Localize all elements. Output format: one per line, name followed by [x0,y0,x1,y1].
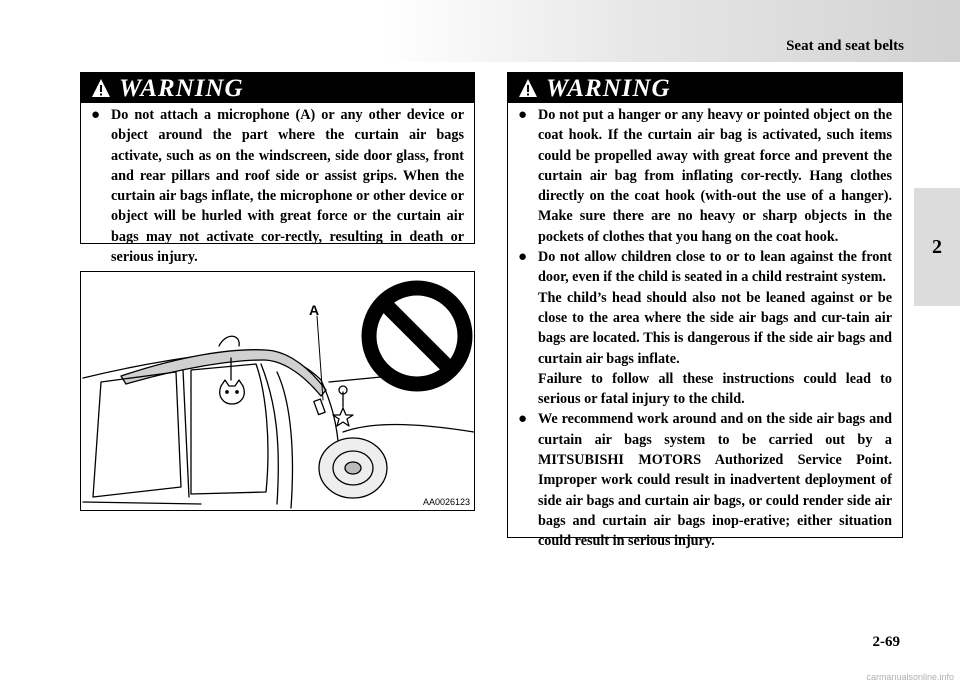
figure-id: AA0026123 [422,497,470,507]
warning-item [91,105,464,267]
watermark: carmanualsonline.info [866,672,954,682]
warning-title: WARNING [546,74,671,102]
rear-window [93,372,181,497]
warning-box-left [80,72,475,266]
warning-header [81,73,474,103]
bullet-icon: ● [518,107,528,123]
figure-label-a: A [309,302,320,318]
bullet-icon: ● [91,107,101,123]
warning-triangle-icon [91,78,111,98]
side-window [191,364,268,494]
prohibition-icon [369,288,465,384]
warning-paragraph: Failure to follow all these instructions could lead to serious or fatal injury to the child. [538,370,892,408]
warning-item [518,105,892,247]
warning-triangle-icon [518,78,538,98]
warning-item-text [538,247,892,409]
warning-paragraph: Do not put a hanger or any heavy or pointed object on the coat hook. If the curtain air bag is activated, such items could be propelled away with great force and prevent the curtain air bag from inflating cor-rectly. Hang clothes directly on the coat hook (with-out the use of a hanger). Make sure there are no heavy or sharp objects in the pockets of clothes that you hang on the coat hook. [538,107,892,245]
warning-paragraph: We recommend work around and on the side air bags and curtain air bags system to be carried out by a MITSUBISHI MOTORS Authorized Service Point. Improper work could result in inadvertent deployment of side air bags and curtain air bags, or could render side air bags and curtain air bags inop-erative; either situation could result in serious injury. [538,411,892,550]
warning-body [508,103,902,552]
warning-paragraph: Do not allow children close to or to lean against the front door, even if the child is seated in a child restraint system. [538,249,892,286]
warning-body [81,103,474,267]
car-interior-illustration [81,272,474,510]
page-number: 2-69 [872,634,900,650]
warning-box-right [507,72,903,550]
warning-title: WARNING [119,74,244,102]
bullet-icon: ● [518,411,528,428]
warning-paragraph: The child’s head should also not be leaned against or be close to the area where the side air bags and cur-tain air bags are located. This is dangerous if the side air bags and curtain air bags inflate. [538,289,892,367]
warning-item-text [538,409,892,551]
warning-paragraph: Do not attach a microphone (A) or any other device or object around the part where the curtain air bags activate, such as on the windscreen, side door glass, front and rear pillars and roof side or assist grips. When the curtain air bags inflate, the microphone or other device or object will be hurled with great force or the curtain air bags may not activate cor-rectly, resulting in death or serious injury. [111,107,464,266]
chapter-tab: 2 [914,188,960,306]
illustration-figure [80,271,475,511]
warning-item-text [538,105,892,247]
warning-item-text [111,105,464,267]
warning-header [508,73,902,103]
section-title: Seat and seat belts [786,38,904,54]
warning-item [518,409,892,551]
warning-item [518,247,892,409]
bullet-icon: ● [518,249,528,266]
